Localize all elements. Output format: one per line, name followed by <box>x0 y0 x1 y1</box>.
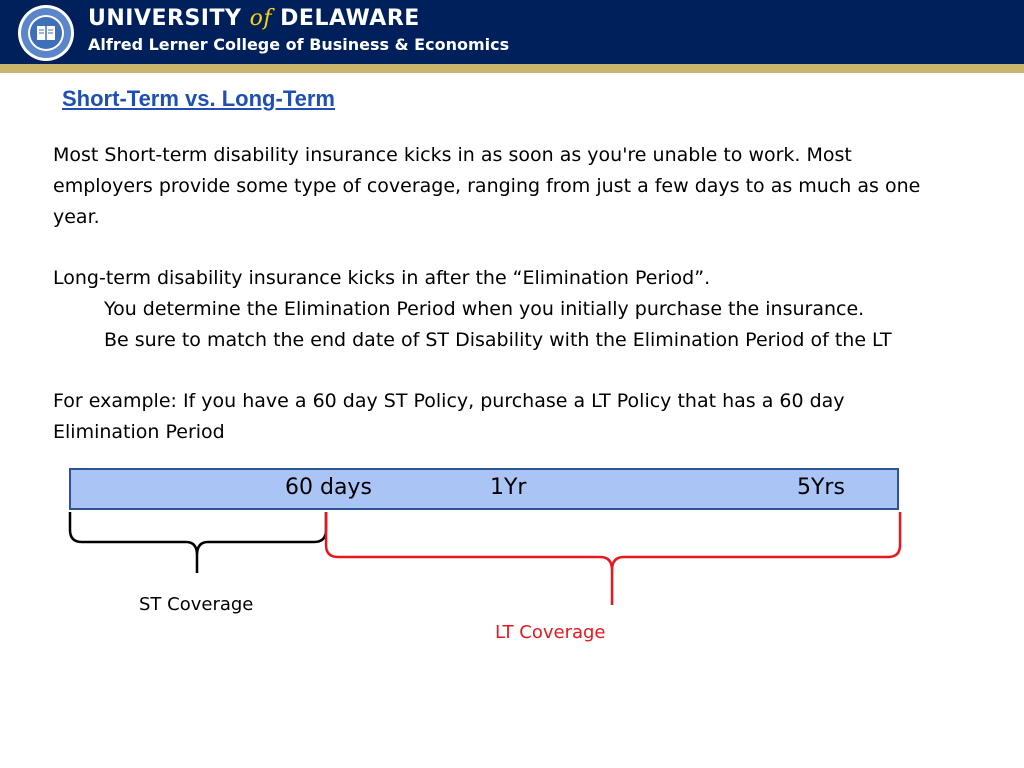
timeline-label-1yr: 1Yr <box>490 475 527 500</box>
st-coverage-brace <box>70 512 326 573</box>
slide-title: Short-Term vs. Long-Term <box>62 86 335 111</box>
lt-coverage-label: LT Coverage <box>495 622 606 643</box>
timeline-label-60-days: 60 days <box>285 475 372 500</box>
timeline-label-5yrs: 5Yrs <box>797 475 845 500</box>
university-name-part2: DELAWARE <box>280 6 420 31</box>
indented-line: Be sure to match the end date of ST Disability with the Elimination Period of the LT <box>104 329 892 351</box>
lt-coverage-brace <box>326 512 900 605</box>
college-name: Alfred Lerner College of Business & Economics <box>88 35 510 54</box>
paragraph-line: year. <box>53 206 100 228</box>
paragraph-line: For example: If you have a 60 day ST Policy, purchase a LT Policy that has a 60 day <box>53 390 845 412</box>
st-coverage-label: ST Coverage <box>139 594 254 615</box>
paragraph-line: employers provide some type of coverage, ranging from just a few days to as much as one <box>53 175 921 197</box>
university-name-part1: UNIVERSITY <box>88 6 242 31</box>
university-name-of: of <box>249 6 272 31</box>
paragraph-line: Most Short-term disability insurance kicks in as soon as you're unable to work. Most <box>53 144 852 166</box>
indented-line: You determine the Elimination Period when you initially purchase the insurance. <box>104 298 865 320</box>
paragraph-line: Elimination Period <box>53 421 225 443</box>
paragraph-line: Long-term disability insurance kicks in after the “Elimination Period”. <box>53 267 711 289</box>
